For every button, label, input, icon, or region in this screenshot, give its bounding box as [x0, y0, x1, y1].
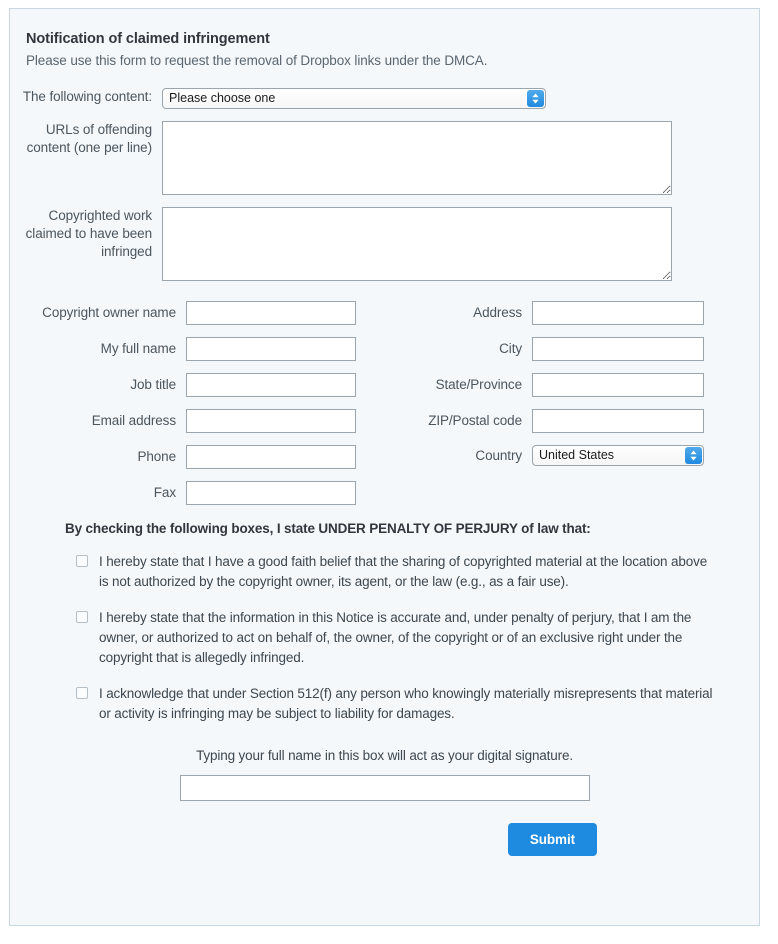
accuracy-text: I hereby state that the information in this Notice is accurate and, under penalty of perjury, that I am the owner, or authorized to act on behalf of, the owner, of the copyright or of an exclusive right under the copyright that is allegedly infringed. — [99, 610, 692, 665]
address-input[interactable] — [532, 301, 704, 325]
work-label-line3: infringed — [101, 244, 152, 259]
urls-row — [10, 121, 759, 195]
field-fax — [10, 481, 382, 505]
field-address — [382, 301, 752, 325]
phone-label: Phone — [137, 449, 176, 464]
section-512f-checkbox[interactable] — [76, 687, 88, 699]
field-copyright-owner-name — [10, 301, 382, 325]
perjury-item-good-faith — [65, 552, 719, 592]
copyrighted-work-textarea[interactable] — [162, 207, 672, 281]
job-title-label: Job title — [130, 377, 176, 392]
digital-signature-input[interactable] — [180, 775, 590, 801]
phone-input[interactable] — [186, 445, 356, 469]
perjury-item-section-512f — [65, 684, 719, 724]
perjury-item-accuracy — [65, 608, 719, 668]
urls-textarea[interactable] — [162, 121, 672, 195]
urls-label-line2: content (one per line) — [26, 140, 152, 155]
email-address-label: Email address — [91, 413, 176, 428]
address-label: Address — [473, 305, 522, 320]
section-512f-text: I acknowledge that under Section 512(f) any person who knowingly materially misrepresents that material or activity is infringing may be subject to liability for damages. — [99, 686, 713, 721]
contact-left-column — [10, 301, 382, 517]
country-select-wrap — [532, 445, 704, 466]
contact-section — [10, 301, 759, 501]
content-type-row — [10, 88, 759, 109]
accuracy-checkbox[interactable] — [76, 611, 88, 623]
copyright-owner-name-label: Copyright owner name — [42, 305, 176, 320]
page-subtitle: Please use this form to request the removal of Dropbox links under the DMCA. — [26, 53, 488, 68]
country-label: Country — [475, 447, 522, 463]
field-phone — [10, 445, 382, 469]
field-city — [382, 337, 752, 361]
field-country — [382, 445, 752, 466]
field-my-full-name — [10, 337, 382, 361]
signature-section — [10, 748, 759, 801]
submit-row — [10, 823, 759, 856]
work-label — [10, 207, 162, 261]
field-email-address — [10, 409, 382, 433]
content-type-select[interactable] — [162, 88, 546, 109]
zip-postal-code-label: ZIP/Postal code — [428, 413, 522, 428]
city-input[interactable] — [532, 337, 704, 361]
signature-note: Typing your full name in this box will act as your digital signature. — [196, 748, 573, 763]
good-faith-text: I hereby state that I have a good faith belief that the sharing of copyrighted material at the location above is not authorized by the copyright owner, its agent, or the law (e.g., as a fair use). — [99, 554, 708, 589]
my-full-name-label: My full name — [100, 341, 176, 356]
form-header — [10, 9, 759, 68]
field-state-province — [382, 373, 752, 397]
work-row — [10, 207, 759, 281]
work-label-line2: claimed to have been — [25, 226, 152, 241]
email-field[interactable] — [186, 409, 356, 433]
content-section — [10, 88, 759, 281]
zip-postal-code-input[interactable] — [532, 409, 704, 433]
state-province-input[interactable] — [532, 373, 704, 397]
content-type-select-wrap — [162, 88, 546, 109]
urls-label — [10, 121, 162, 157]
submit-button[interactable]: Submit — [508, 823, 597, 856]
my-full-name-input[interactable] — [186, 337, 356, 361]
good-faith-checkbox[interactable] — [76, 555, 88, 567]
city-label: City — [499, 341, 522, 356]
field-job-title — [10, 373, 382, 397]
contact-right-column — [382, 301, 752, 478]
work-label-line1: Copyrighted work — [48, 208, 152, 223]
copyright-owner-name-input[interactable] — [186, 301, 356, 325]
fax-label: Fax — [153, 485, 176, 500]
state-province-label: State/Province — [435, 377, 522, 392]
perjury-heading: By checking the following boxes, I state UNDER PENALTY OF PERJURY of law that: — [65, 521, 591, 536]
urls-label-line1: URLs of offending — [45, 122, 152, 137]
fax-input[interactable] — [186, 481, 356, 505]
field-zip-postal-code — [382, 409, 752, 433]
dmca-form-panel — [9, 8, 760, 926]
perjury-section — [10, 521, 759, 724]
job-title-input[interactable] — [186, 373, 356, 397]
page-title: Notification of claimed infringement — [26, 31, 270, 47]
country-select[interactable] — [532, 445, 704, 466]
content-type-label: The following content: — [22, 89, 152, 104]
